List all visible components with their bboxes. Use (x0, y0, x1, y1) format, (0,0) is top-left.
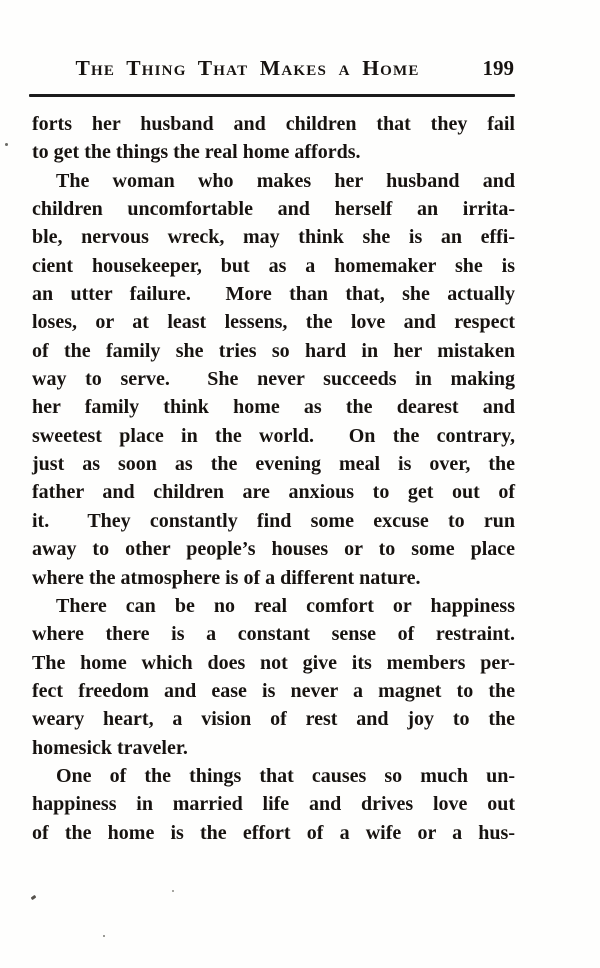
text-line: father and children are anxious to get out of (32, 481, 515, 504)
text-line: her family think home as the dearest and (32, 396, 515, 419)
text-line: an utter failure. More than that, she actually (32, 283, 515, 306)
text-line: cient housekeeper, but as a homemaker she is (32, 254, 515, 277)
text-line: of the home is the effort of a wife or a hus- (32, 821, 515, 844)
text-line: loses, or at least lessens, the love and respect (32, 311, 515, 334)
text-line: just as soon as the evening meal is over, the (32, 453, 515, 476)
text-line: The woman who makes her husband and (56, 169, 515, 192)
text-line: where there is a constant sense of restraint. (32, 623, 515, 646)
scan-speck (5, 143, 8, 146)
running-header (32, 56, 515, 86)
paragraph (32, 762, 515, 847)
text-line: homesick traveler. (32, 736, 188, 759)
text-line: weary heart, a vision of rest and joy to the (32, 708, 515, 731)
paragraph (32, 110, 515, 167)
text-line: way to serve. She never succeeds in making (32, 368, 515, 391)
text-line: it. They constantly find some excuse to run (32, 509, 515, 532)
paragraph (32, 592, 515, 762)
text-line: sweetest place in the world. On the contrary, (32, 424, 515, 447)
text-line: to get the things the real home affords. (32, 141, 361, 164)
page-number: 199 (482, 56, 514, 80)
header-rule (29, 94, 515, 97)
text-line: away to other people’s houses or to some place (32, 538, 515, 561)
scan-speck (103, 935, 105, 937)
text-line: forts her husband and children that they fail (32, 113, 515, 135)
running-header-title: The Thing That Makes a Home (75, 56, 420, 80)
text-line: happiness in married life and drives love out (32, 793, 515, 816)
text-line: The home which does not give its members per- (32, 651, 515, 674)
scan-speck (172, 890, 174, 892)
text-line: There can be no real comfort or happiness (56, 594, 515, 617)
text-line: fect freedom and ease is never a magnet to the (32, 679, 515, 702)
scan-speck (31, 895, 37, 900)
text-line: children uncomfortable and herself an irrita- (32, 198, 515, 221)
text-line: of the family she tries so hard in her mistaken (32, 339, 515, 362)
paragraph (32, 167, 515, 592)
text-line: ble, nervous wreck, may think she is an effi- (32, 226, 515, 249)
body-text (32, 110, 515, 847)
text-line: where the atmosphere is of a different nature. (32, 566, 421, 589)
text-line: One of the things that causes so much un- (56, 764, 515, 787)
